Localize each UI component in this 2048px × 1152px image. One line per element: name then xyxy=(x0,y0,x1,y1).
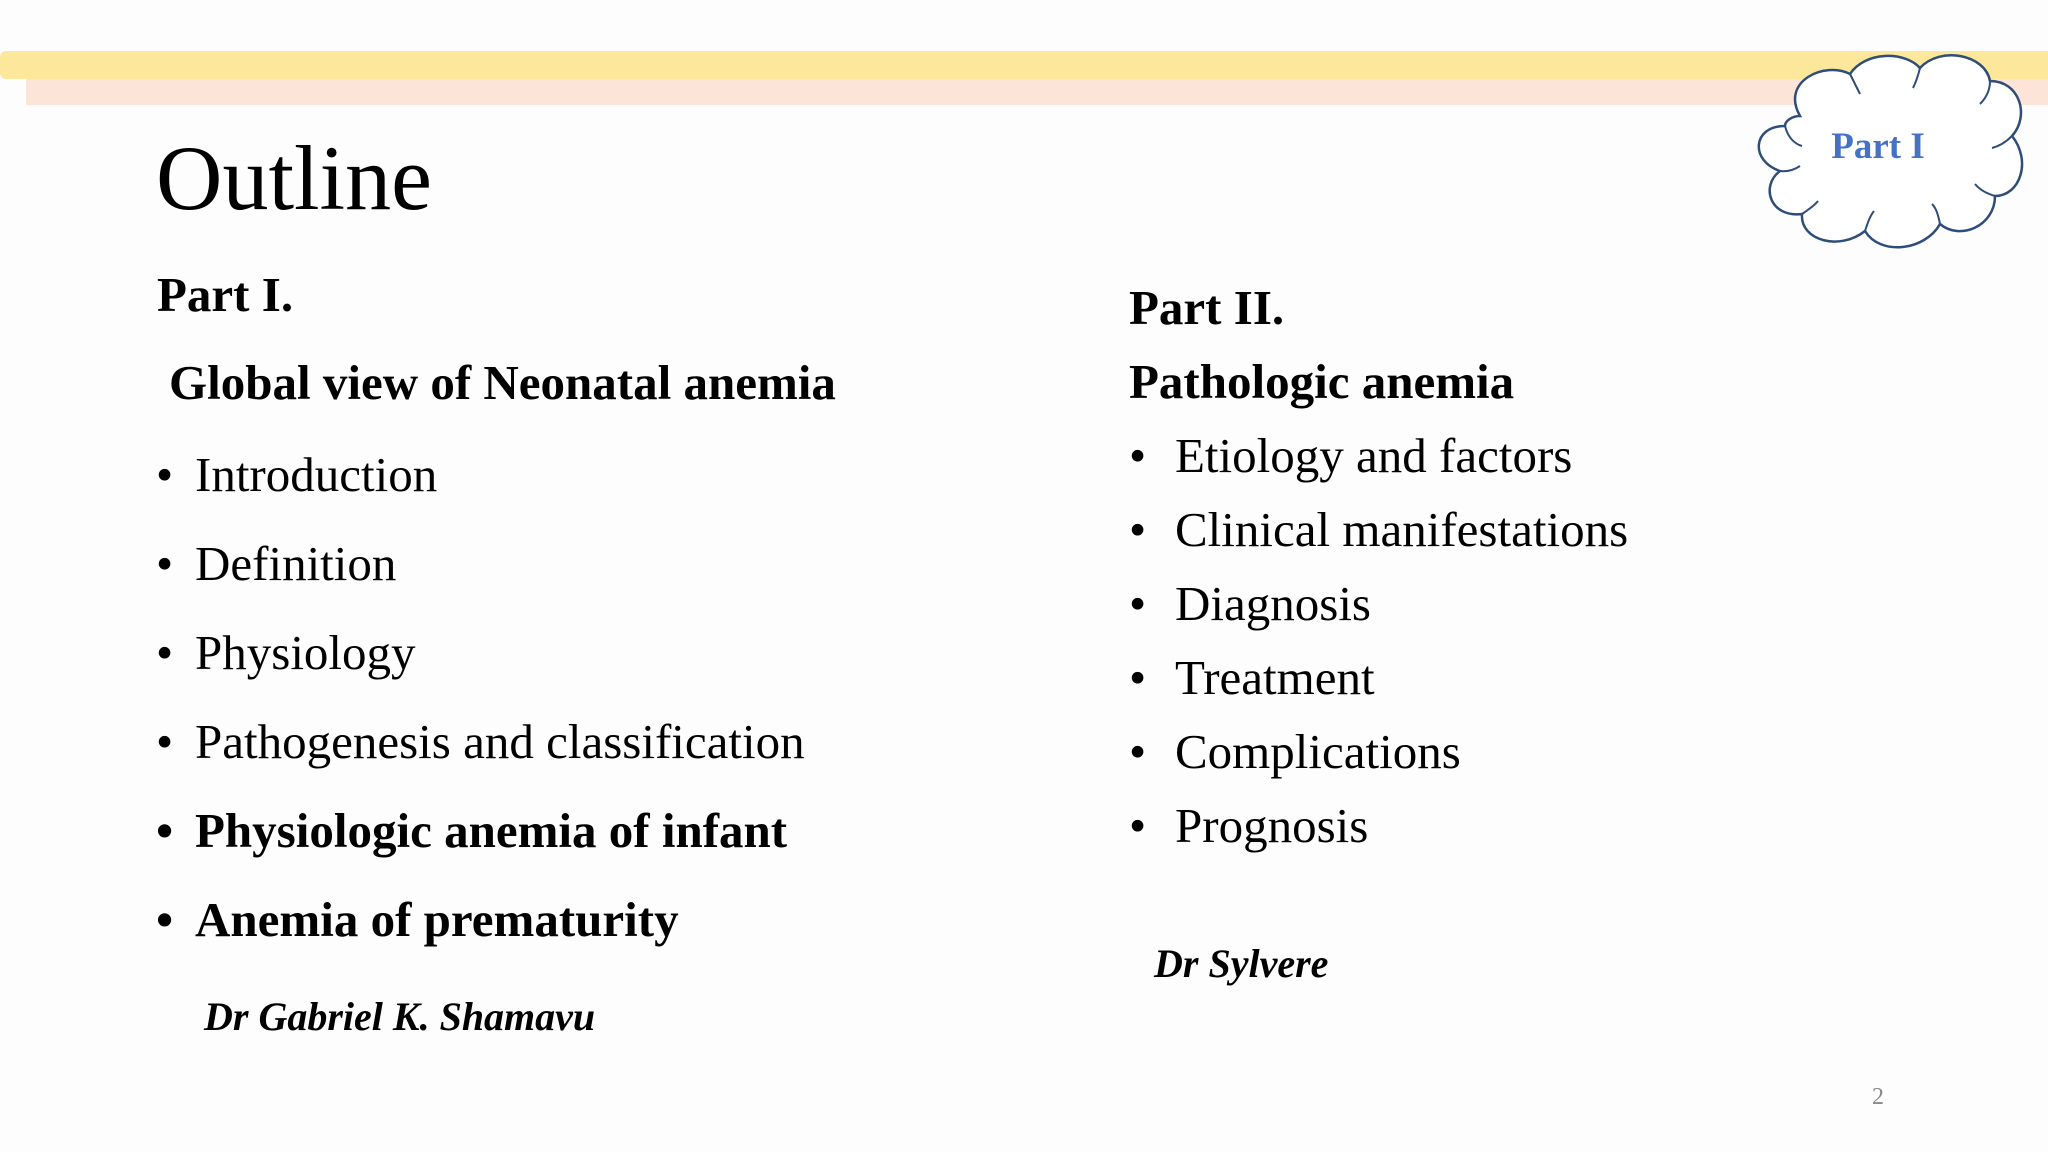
list-item-text: Physiologic anemia of infant xyxy=(195,803,788,858)
list-item-text: Clinical manifestations xyxy=(1175,502,1629,557)
bullet-icon: • xyxy=(156,714,174,769)
list-item xyxy=(156,625,805,714)
list-item xyxy=(1129,428,1628,502)
page-number: 2 xyxy=(1872,1084,1884,1110)
bullet-icon: • xyxy=(156,625,174,680)
list-item-text: Physiology xyxy=(195,625,416,680)
left-subtitle: Global view of Neonatal anemia xyxy=(169,355,836,410)
right-bullet-list xyxy=(1129,428,1628,872)
right-author: Dr Sylvere xyxy=(1154,941,1329,986)
list-item xyxy=(1129,576,1628,650)
list-item xyxy=(1129,502,1628,576)
bullet-icon: • xyxy=(1129,650,1147,705)
bullet-icon: • xyxy=(156,536,174,591)
list-item-text: Complications xyxy=(1175,724,1461,779)
list-item xyxy=(1129,724,1628,798)
list-item-text: Definition xyxy=(195,536,397,591)
bullet-icon: • xyxy=(1129,724,1147,779)
list-item-text: Treatment xyxy=(1175,650,1375,705)
bullet-icon: • xyxy=(1129,502,1147,557)
list-item xyxy=(156,892,805,981)
right-subtitle: Pathologic anemia xyxy=(1129,354,1515,409)
left-bullet-list xyxy=(156,447,805,981)
slide-title: Outline xyxy=(156,127,432,229)
left-author: Dr Gabriel K. Shamavu xyxy=(204,994,596,1039)
list-item xyxy=(156,536,805,625)
list-item xyxy=(156,803,805,892)
list-item-text: Diagnosis xyxy=(1175,576,1371,631)
list-item xyxy=(1129,650,1628,724)
list-item-text: Anemia of prematurity xyxy=(195,892,679,947)
bullet-icon: • xyxy=(156,803,174,858)
cloud-label: Part I xyxy=(1831,126,1925,167)
bullet-icon: • xyxy=(1129,576,1147,631)
bullet-icon: • xyxy=(156,892,174,947)
bullet-icon: • xyxy=(1129,428,1147,483)
bullet-icon: • xyxy=(156,447,174,502)
list-item-text: Prognosis xyxy=(1175,798,1369,853)
list-item-text: Etiology and factors xyxy=(1175,428,1573,483)
list-item xyxy=(156,447,805,536)
right-part-heading: Part II. xyxy=(1129,280,1285,335)
bullet-icon: • xyxy=(1129,798,1147,853)
left-part-heading: Part I. xyxy=(157,267,294,322)
list-item-text: Pathogenesis and classification xyxy=(195,714,805,769)
list-item-text: Introduction xyxy=(195,447,438,502)
list-item xyxy=(156,714,805,803)
list-item xyxy=(1129,798,1628,872)
